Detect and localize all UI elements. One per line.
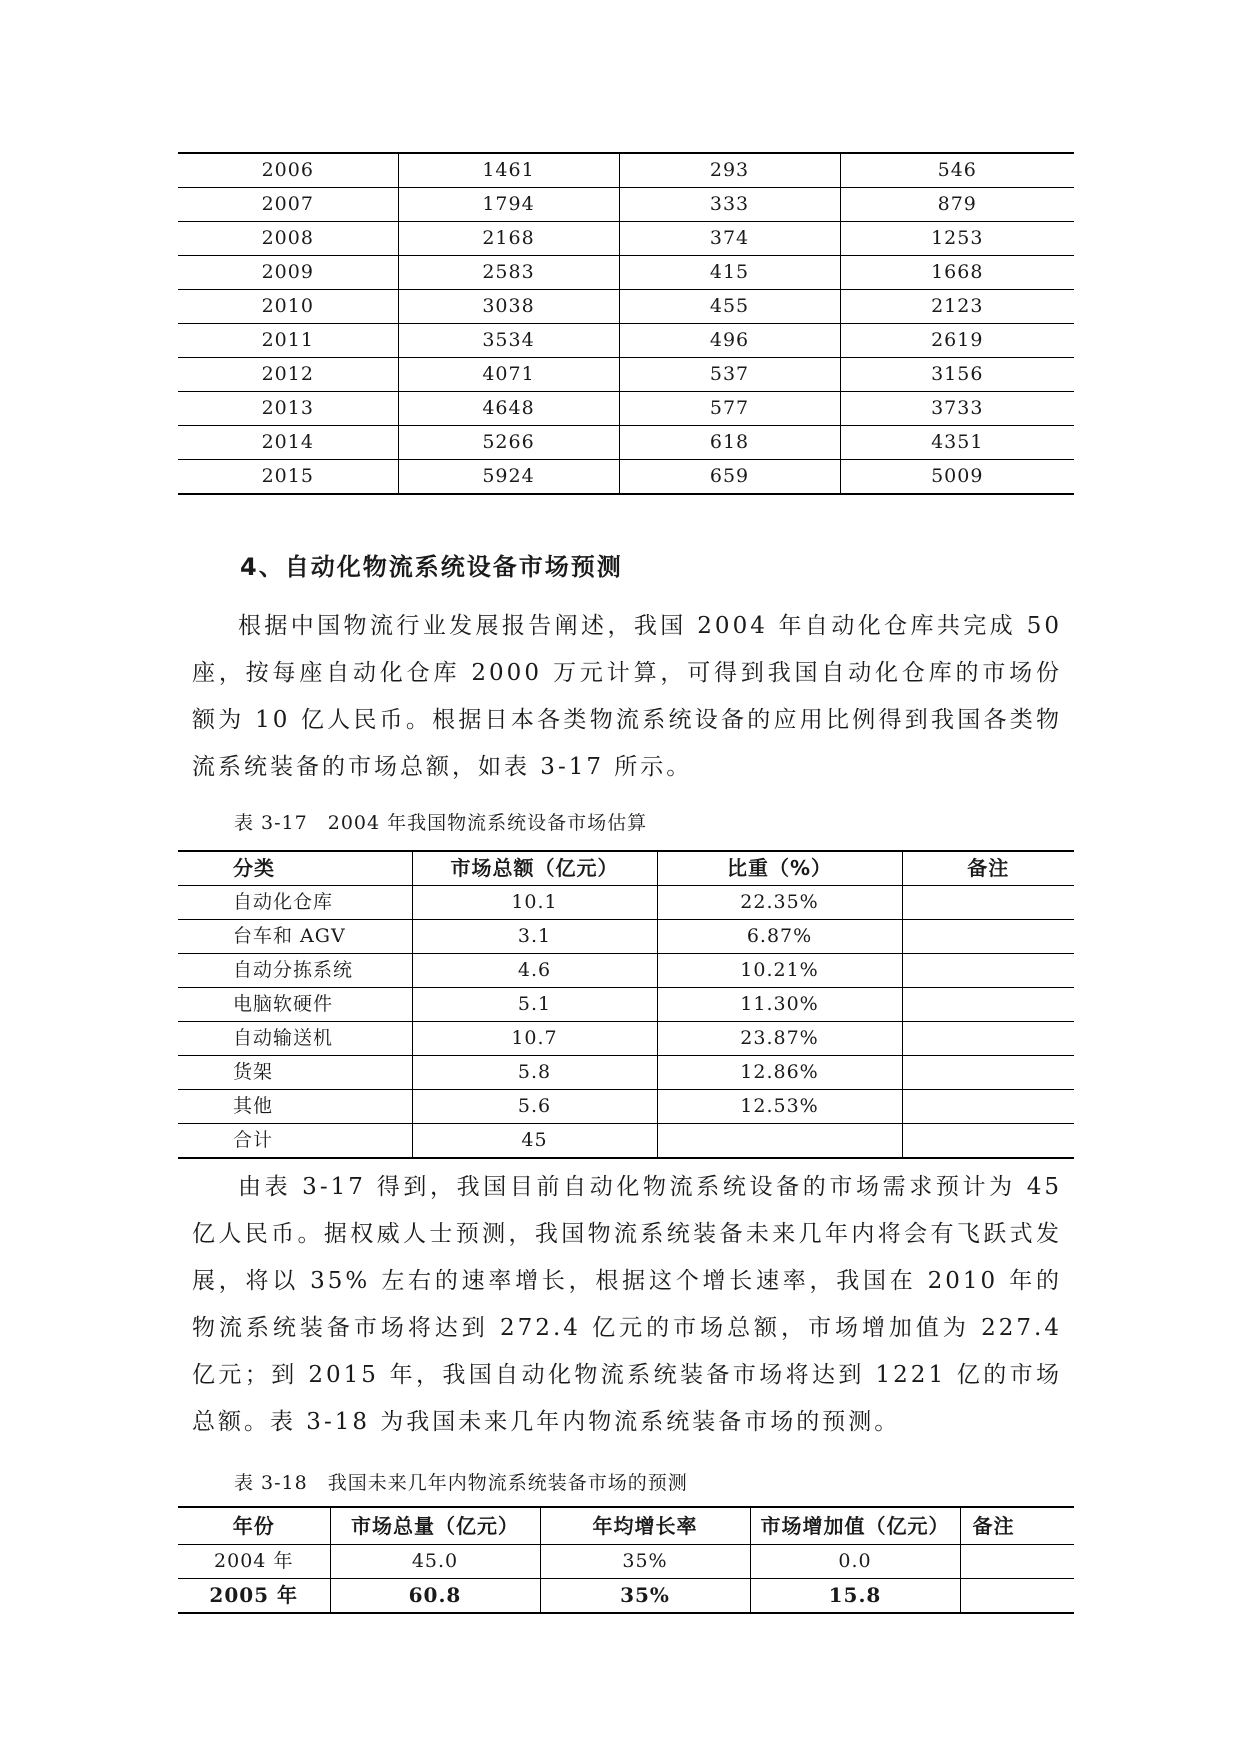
table-cell: 35% <box>540 1545 750 1579</box>
table-header-cell: 年份 <box>178 1507 330 1545</box>
paragraph-2: 由表 3-17 得到，我国目前自动化物流系统设备的市场需求预计为 45 亿人民币。据权威人士预测，我国物流系统装备未来几年内将会有飞跃式发展，将以 35% 左右的速率增长，根据这个增长速率，我国在 2010 年的物流系统装备市场将达到 272.4 亿元的市场总额，市场增加值为 227.4 亿元；到 2015 年，我国自动化物流系统装备市场将达到 1221 亿的市场总额。表 3-18 为我国未来几年内物流系统装备市场的预测。 <box>192 1174 1062 1435</box>
table-cell: 5.1 <box>412 988 657 1022</box>
table-cell: 12.86% <box>657 1056 902 1090</box>
table-cell: 415 <box>619 256 840 290</box>
table-cell: 2013 <box>178 392 398 426</box>
table-cell: 自动化仓库 <box>178 886 412 920</box>
table-cell: 10.1 <box>412 886 657 920</box>
table-cell: 15.8 <box>750 1579 960 1614</box>
table-cell: 自动输送机 <box>178 1022 412 1056</box>
table-cell: 2012 <box>178 358 398 392</box>
table-cell: 10.7 <box>412 1022 657 1056</box>
table-cell: 电脑软硬件 <box>178 988 412 1022</box>
paragraph-1: 根据中国物流行业发展报告阐述，我国 2004 年自动化仓库共完成 50 座，按每座自动化仓库 2000 万元计算，可得到我国自动化仓库的市场份额为 10 亿人民币。根据日本各类物流系统设备的应用比例得到我国各类物流系统装备的市场总额，如表 3-17 所示。 <box>192 613 1062 780</box>
table-cell: 2168 <box>398 222 619 256</box>
table-cell: 2583 <box>398 256 619 290</box>
table-cell: 22.35% <box>657 886 902 920</box>
table-cell: 2007 <box>178 188 398 222</box>
table-cell: 0.0 <box>750 1545 960 1579</box>
section-heading: 4、自动化物流系统设备市场预测 <box>240 553 623 581</box>
table-cell: 3534 <box>398 324 619 358</box>
table-cell: 546 <box>840 153 1074 188</box>
table-cell: 577 <box>619 392 840 426</box>
table-cell: 537 <box>619 358 840 392</box>
table-cell: 2004 年 <box>178 1545 330 1579</box>
table-row <box>178 460 1074 495</box>
table-cell <box>902 954 1074 988</box>
table-cell: 5924 <box>398 460 619 495</box>
table-cell: 3733 <box>840 392 1074 426</box>
table-row <box>178 886 1074 920</box>
table-cell <box>902 1090 1074 1124</box>
table-cell <box>902 1056 1074 1090</box>
table-cell: 1461 <box>398 153 619 188</box>
table-header-cell: 市场总量（亿元） <box>330 1507 540 1545</box>
table-cell: 618 <box>619 426 840 460</box>
table-cell: 45.0 <box>330 1545 540 1579</box>
table-cell: 2010 <box>178 290 398 324</box>
table-cell: 879 <box>840 188 1074 222</box>
table-cell: 6.87% <box>657 920 902 954</box>
table-3-17 <box>178 850 1074 1159</box>
table-row <box>178 920 1074 954</box>
table-row <box>178 1090 1074 1124</box>
table-cell: 2619 <box>840 324 1074 358</box>
table-cell: 45 <box>412 1124 657 1159</box>
table-cell: 2014 <box>178 426 398 460</box>
table-cell: 1668 <box>840 256 1074 290</box>
table-row <box>178 358 1074 392</box>
table-cell: 4071 <box>398 358 619 392</box>
table-cell <box>902 886 1074 920</box>
table-header-cell: 市场总额（亿元） <box>412 851 657 886</box>
table-row <box>178 256 1074 290</box>
table-cell: 2123 <box>840 290 1074 324</box>
table-cell: 10.21% <box>657 954 902 988</box>
table-cell: 5.8 <box>412 1056 657 1090</box>
table-3-18 <box>178 1506 1074 1614</box>
table-cell: 12.53% <box>657 1090 902 1124</box>
table-header-cell: 市场增加值（亿元） <box>750 1507 960 1545</box>
table-cell: 455 <box>619 290 840 324</box>
table-row <box>178 1545 1074 1579</box>
table-cell: 3156 <box>840 358 1074 392</box>
table-cell: 台车和 AGV <box>178 920 412 954</box>
table-cell: 4648 <box>398 392 619 426</box>
table-row <box>178 1124 1074 1159</box>
table-row <box>178 324 1074 358</box>
table-cell: 货架 <box>178 1056 412 1090</box>
table-header-cell: 分类 <box>178 851 412 886</box>
table-cell: 合计 <box>233 1129 274 1151</box>
table-cell: 2015 <box>261 465 314 487</box>
table-cell: 11.30% <box>657 988 902 1022</box>
table-row <box>178 153 1074 188</box>
table-cell <box>902 1124 1074 1159</box>
table-row <box>178 1579 1074 1614</box>
table-3-17-header-row <box>178 851 1074 886</box>
table-cell: 293 <box>619 153 840 188</box>
table-cell <box>902 988 1074 1022</box>
table-cell: 659 <box>619 460 840 495</box>
table-cell: 496 <box>619 324 840 358</box>
table-3-18-caption: 表 3-18 我国未来几年内物流系统装备市场的预测 <box>234 1472 688 1494</box>
table-row <box>178 1022 1074 1056</box>
table-cell: 1253 <box>840 222 1074 256</box>
table-cell: 4351 <box>840 426 1074 460</box>
table-cell: 2008 <box>178 222 398 256</box>
table-cell: 2009 <box>178 256 398 290</box>
table-cell <box>960 1579 1074 1614</box>
table-cell: 5.6 <box>412 1090 657 1124</box>
table-cell: 333 <box>619 188 840 222</box>
table-cell: 2006 <box>178 153 398 188</box>
table-cell: 23.87% <box>657 1022 902 1056</box>
table-cell: 5266 <box>398 426 619 460</box>
table-cell <box>960 1545 1074 1579</box>
table-row <box>178 426 1074 460</box>
table-header-cell: 备注 <box>960 1507 1074 1545</box>
table-cell: 其他 <box>178 1090 412 1124</box>
table-cell: 自动分拣系统 <box>178 954 412 988</box>
table-header-cell: 备注 <box>902 851 1074 886</box>
table-cell: 374 <box>619 222 840 256</box>
table-header-cell: 年均增长率 <box>540 1507 750 1545</box>
table-row <box>178 188 1074 222</box>
table-cell: 3.1 <box>412 920 657 954</box>
table-row <box>178 1056 1074 1090</box>
table-cell: 60.8 <box>330 1579 540 1614</box>
table-row <box>178 222 1074 256</box>
table-cell <box>902 1022 1074 1056</box>
table-cell: 2011 <box>178 324 398 358</box>
table-row <box>178 392 1074 426</box>
table-3-18-header-row <box>178 1507 1074 1545</box>
table-header-cell: 比重（%） <box>657 851 902 886</box>
table-cell: 35% <box>540 1579 750 1614</box>
table-3-17-caption: 表 3-17 2004 年我国物流系统设备市场估算 <box>234 812 648 834</box>
data-table-continued <box>178 152 1074 495</box>
table-row <box>178 988 1074 1022</box>
table-cell: 4.6 <box>412 954 657 988</box>
table-row <box>178 954 1074 988</box>
table-cell <box>657 1124 902 1159</box>
table-cell <box>902 920 1074 954</box>
table-row <box>178 290 1074 324</box>
table-cell: 2005 年 <box>209 1583 299 1607</box>
table-cell: 3038 <box>398 290 619 324</box>
table-cell: 5009 <box>840 460 1074 495</box>
table-cell: 1794 <box>398 188 619 222</box>
